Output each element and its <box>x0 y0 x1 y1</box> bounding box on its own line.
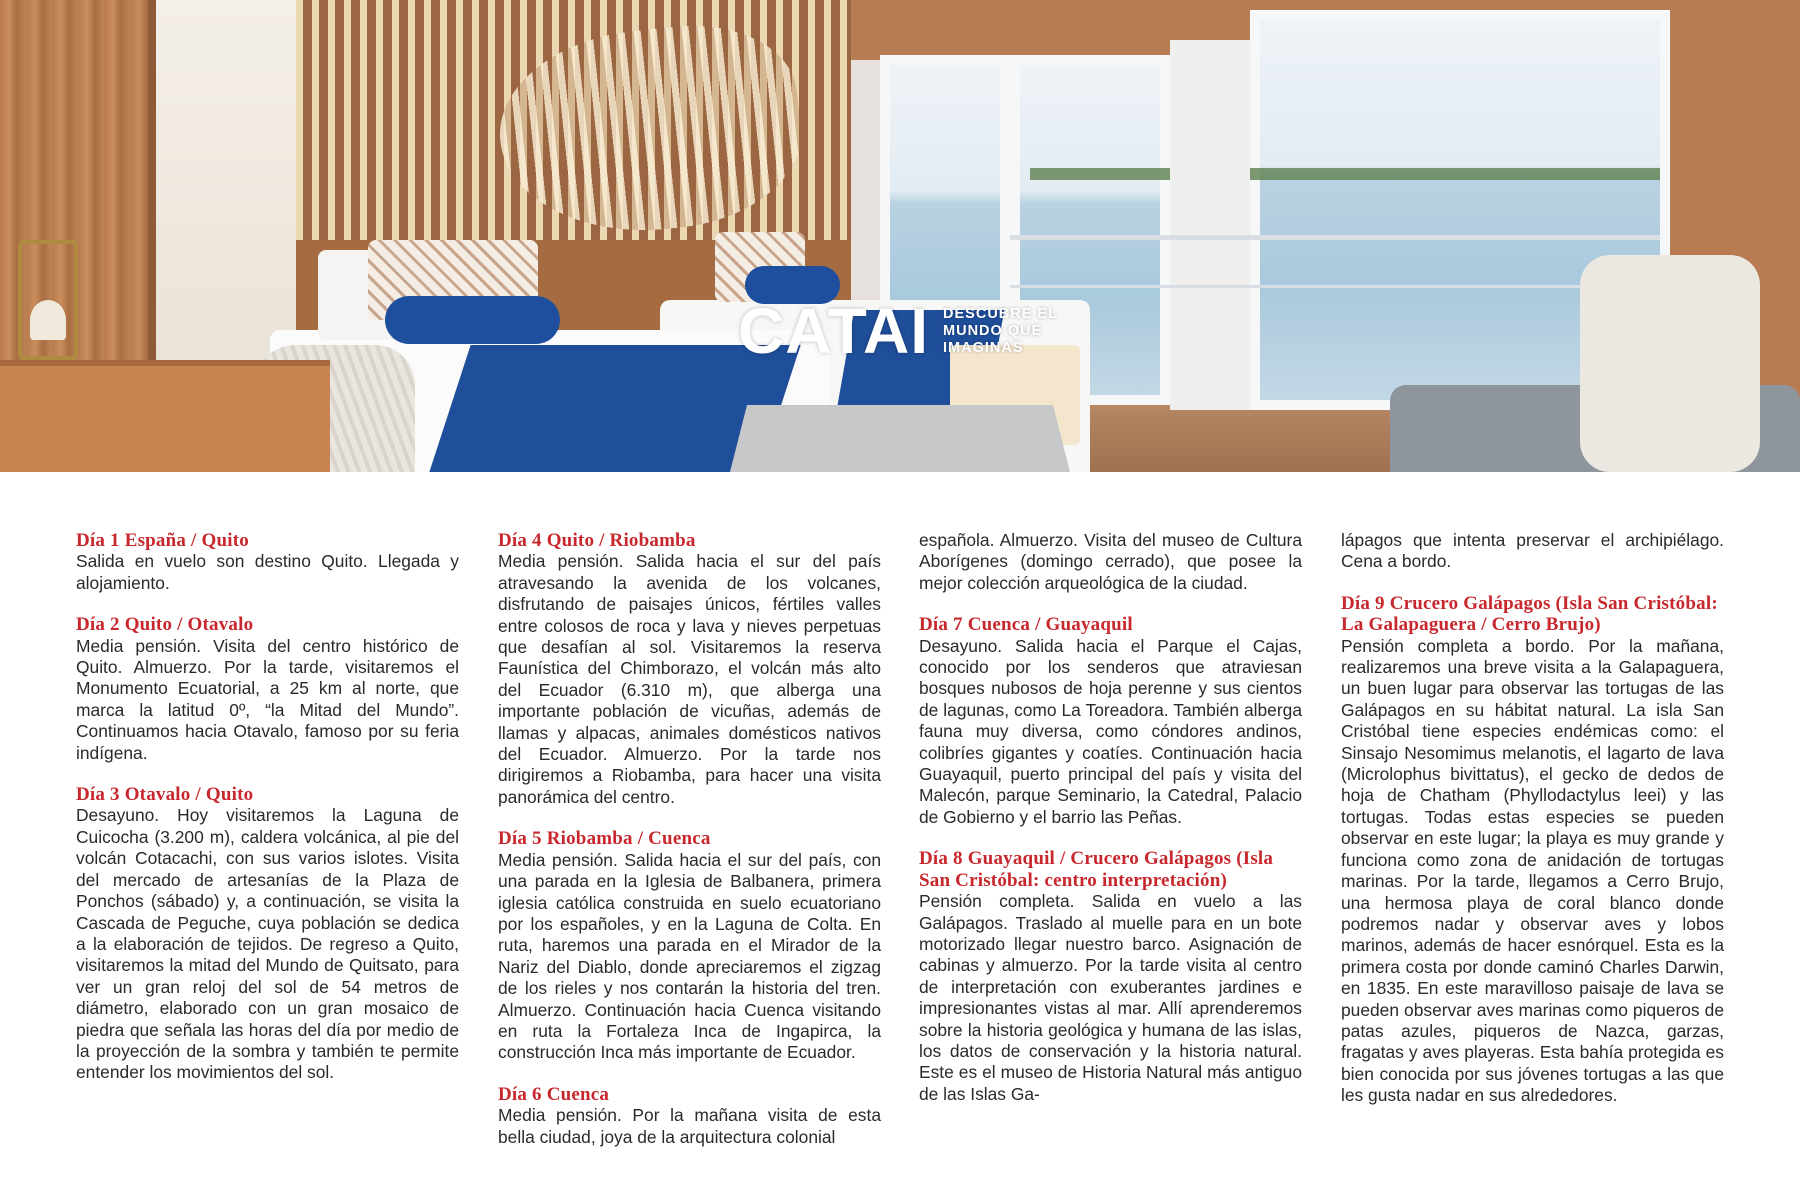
day-8 <box>919 848 1302 1105</box>
day-text: Media pensión. Salida hacia el sur del país, con una parada en la Iglesia de Balbanera, primera iglesia católica construida en suelo ecuatoriano por los españoles, y en la Laguna de Colta. En ruta, haremos una parada en el Mirador de la Nariz del Diablo, donde apreciaremos el zigzag de los rieles y nos contarán la historia del tren. Almuerzo. Continuación hacia Cuenca visitando en ruta la Fortaleza Inca de Ingapirca, la construcción Inca más importante de Ecuador. <box>498 849 881 1063</box>
tagline-line-3: IMAGINAS <box>943 339 1024 356</box>
continued-text: lápagos que intenta preservar el archipiélago. Cena a bordo. <box>1341 530 1724 572</box>
hourglass-sand <box>30 300 66 340</box>
desk <box>0 360 330 472</box>
shoreline <box>1030 168 1660 180</box>
header-tab <box>730 405 1070 472</box>
day-2 <box>76 614 459 764</box>
day-7 <box>919 614 1302 828</box>
column-1 <box>76 530 459 1104</box>
day-title: Día 6 Cuenca <box>498 1083 610 1105</box>
day-title: Día 7 Cuenca / Guayaquil <box>919 614 1133 636</box>
column-3 <box>919 530 1302 1125</box>
day-title: Día 8 Guayaquil / Crucero Galápagos (Isla San Cristóbal: centro interpretación) <box>919 848 1274 891</box>
day-1 <box>76 530 459 594</box>
day-title: Día 2 Quito / Otavalo <box>76 614 254 636</box>
day-text: Media pensión. Por la mañana visita de esta bella ciudad, joya de la arquitectura colonial <box>498 1105 881 1147</box>
tagline-line-2: MUNDO QUE <box>943 322 1043 339</box>
hero-photo <box>0 0 1800 472</box>
pillar <box>1170 40 1250 420</box>
day-title: Día 5 Riobamba / Cuenca <box>498 828 711 850</box>
day-4 <box>498 530 881 808</box>
day-title: Día 3 Otavalo / Quito <box>76 784 254 806</box>
day-9 <box>1341 593 1724 1107</box>
column-2 <box>498 530 881 1168</box>
day-text: Pensión completa a bordo. Por la mañana, realizaremos una breve visita a la Galapaguera, un buen lugar para observar las tortugas de las Galápagos en su hábitat natural. La isla San Cristóbal tiene especies endémicas como: el Sinsajo Nesomimus melanotis, el lagarto de lava (Microlophus bivittatus), el gecko de dedos de hoja de Chatham (Phyllodactylus leei) y las tortugas. Todas estas especies se pueden observar en este lugar; la playa es muy grande y funciona como zona de anidación de tortugas marinas. Por la tarde, llegamos a Cerro Brujo, una hermosa playa de coral blanco donde podremos nadar y observar aves y lobos marinos, además de hacer esnórquel. Esta es la primera costa por donde caminó Charles Darwin, en 1835. En este maravilloso paisaje de lava se pueden observar aves marinas como piqueros de patas azules, piqueros de Nazca, garzas, fragatas y aves playeras. Esta bahía protegida es bien conocida por sus jóvenes tortugas a las que les gusta nadar en sus alrededores. <box>1341 635 1724 1106</box>
logo-wordmark: CATAI <box>738 295 930 367</box>
balcony-rail <box>1010 235 1660 240</box>
day-text: Desayuno. Hoy visitaremos la Laguna de Cuicocha (3.200 m), caldera volcánica, al pie del volcán Cotacachi, con sus varios islotes. Visita del mercado de artesanías de la Plaza de Ponchos (sábado) y, a continuación, se visita la Cascada de Peguche, cuya población se dedica a la elaboración de tejidos. De regreso a Quito, visitaremos la mitad del Mundo de Quitsato, para ver un gran reloj del sol de 54 metros de diámetro, elaborado con un gran mosaico de piedra que señala las horas del día por medio de la proyección de la sombra y también te permite entender los movimientos del sol. <box>76 805 459 1083</box>
day-5 <box>498 828 881 1063</box>
day-title: Día 4 Quito / Riobamba <box>498 530 696 551</box>
day-6 <box>498 1084 881 1148</box>
catai-logo <box>738 296 1058 366</box>
day-3 <box>76 784 459 1084</box>
logo-tagline <box>943 306 1058 357</box>
sofa <box>1580 255 1760 472</box>
day-title: Día 1 España / Quito <box>76 530 249 551</box>
bolster-front <box>385 296 560 344</box>
day-title: Día 9 Crucero Galápagos (Isla San Cristóbal: La Galapaguera / Cerro Brujo) <box>1341 592 1718 636</box>
tagline-line-1: DESCUBRE EL <box>943 305 1058 322</box>
balcony-rail-lower <box>1010 285 1660 288</box>
day-text: Media pensión. Visita del centro histórico de Quito. Almuerzo. Por la tarde, visitaremos el Monumento Ecuatorial, a 25 km al norte, que marca la latitud 0º, “la Mitad del Mundo”. Continuamos hacia Otavalo, famoso por su feria indígena. <box>76 635 459 763</box>
day-text: Media pensión. Salida hacia el sur del país atravesando la avenida de los volcanes, disfrutando de paisajes únicos, fértiles valles entre colosos de roca y lava y nieves perpetuas que desafían al sol. Visitaremos la reserva Faunística del Chimborazo, el volcán más alto del Ecuador (6.310 m), que alberga una importante población de vicuñas, además de llamas y alpacas, animales domésticos nativos del Ecuador. Almuerzo. Por la tarde nos dirigiremos a Riobamba, para hacer una visita panorámica del centro. <box>498 551 881 807</box>
day-text: Salida en vuelo son destino Quito. Llegada y alojamiento. <box>76 551 459 593</box>
column-4 <box>1341 530 1724 1127</box>
day-text: Pensión completa. Salida en vuelo a las Galápagos. Traslado al muelle para en un bote motorizado llegar nuestro barco. Asignación de cabinas y almuerzo. Por la tarde visita al centro de interpretación con exuberantes jardines e impresionantes vistas al mar. Allí aprenderemos sobre la historia geológica y humana de las islas, los datos de conservación y la historia natural. Este es el museo de Historia Natural más antiguo de las Islas Ga- <box>919 891 1302 1104</box>
day-text: Desayuno. Salida hacia el Parque el Cajas, conocido por los senderos que atraviesan bosques nubosos de hoja perenne y sus cientos de lagunas, como La Toreadora. También alberga fauna muy diversa, como cóndores andinos, colibríes gigantes y coatíes. Continuación hacia Guayaquil, puerto principal del país y visita del Malecón, parque Seminario, la Catedral, Palacio de Gobierno y el barrio las Peñas. <box>919 635 1302 827</box>
continued-text: española. Almuerzo. Visita del museo de Cultura Aborígenes (domingo cerrado), que posee la mejor colección arqueológica de la ciudad. <box>919 530 1302 593</box>
